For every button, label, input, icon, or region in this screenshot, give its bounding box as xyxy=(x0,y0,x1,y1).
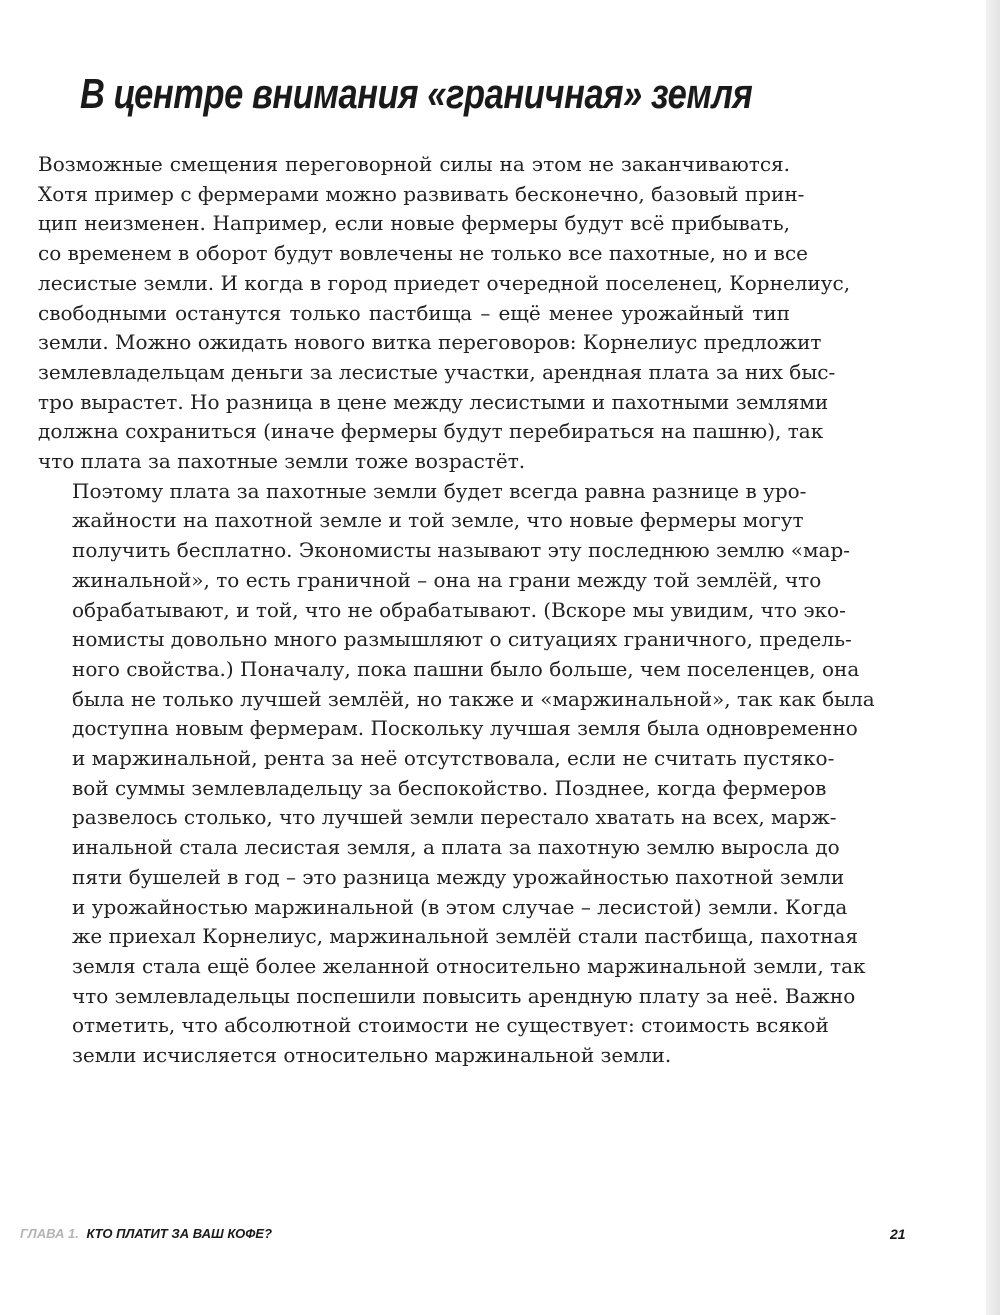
text-line: отметить, что абсолютной стоимости не существует: стоимость всякой xyxy=(72,1013,829,1038)
text-line: и маржинальной, рента за неё отсутствовала, если не считать пустяко- xyxy=(72,746,835,771)
section-heading: В центре внимания «граничная» земля xyxy=(80,70,753,117)
chapter-title: КТО ПЛАТИТ ЗА ВАШ КОФЕ? xyxy=(86,1226,273,1241)
text-line: доступна новым фермерам. Поскольку лучшая земля была одновременно xyxy=(72,716,858,741)
chapter-label: ГЛАВА 1. xyxy=(20,1226,79,1241)
text-line: пяти бушелей в год – это разница между урожайностью пахотной земли xyxy=(72,864,845,889)
text-line: обрабатывают, и той, что не обрабатывают. (Вскоре мы увидим, что эко- xyxy=(72,597,846,622)
text-line: тро вырастет. Но разница в цене между лесистыми и пахотными землями xyxy=(38,389,829,414)
text-line: должна сохраниться (иначе фермеры будут перебираться на пашню), так xyxy=(38,419,824,444)
text-line: номисты довольно много размышляют о ситуациях граничного, предель- xyxy=(72,627,852,652)
text-line: Хотя пример с фермерами можно развивать бесконечно, базовый прин- xyxy=(38,181,805,206)
text-line: была не только лучшей землёй, но также и «маржинальной», так как была xyxy=(72,686,875,711)
text-line: земли исчисляется относительно маржинальной земли. xyxy=(72,1043,672,1068)
text-line: Возможные смещения переговорной силы на этом не заканчиваются. xyxy=(38,152,790,176)
text-line: что плата за пахотные земли тоже возрастёт. xyxy=(38,449,526,474)
running-footer xyxy=(20,1226,272,1241)
text-line: цип неизменен. Например, если новые фермеры будут всё прибывать, xyxy=(38,211,790,236)
text-line: что землевладельцы поспешили повысить арендную плату за неё. Важно xyxy=(72,983,856,1008)
text-line: получить бесплатно. Экономисты называют эту последнюю землю «мар- xyxy=(72,538,851,563)
text-line: Поэтому плата за пахотные земли будет всегда равна разнице в уро- xyxy=(72,478,807,503)
page-number: 21 xyxy=(890,1226,906,1242)
text-line: и урожайностью маржинальной (в этом случае – лесистой) земли. Когда xyxy=(72,894,848,919)
text-line: развелось столько, что лучшей земли перестало хватать на всех, марж- xyxy=(72,805,837,830)
text-line: вой суммы землевладельцу за беспокойство. Позднее, когда фермеров xyxy=(72,775,827,800)
text-line: свободными останутся только пастбища – ещё менее урожайный тип xyxy=(38,300,790,325)
paragraph xyxy=(38,150,851,477)
text-line: ного свойства.) Поначалу, пока пашни было больше, чем поселенцев, она xyxy=(72,656,860,681)
text-line: лесистые земли. И когда в город приедет очередной поселенец, Корнелиус, xyxy=(38,270,851,295)
text-line: же приехал Корнелиус, маржинальной землёй стали пастбища, пахотная xyxy=(72,924,859,949)
body-text xyxy=(38,150,875,1071)
text-line: инальной стала лесистая земля, а плата за пахотную землю выросла до xyxy=(72,835,840,860)
paragraph xyxy=(38,477,875,1071)
text-line: жинальной», то есть граничной – она на грани между той землёй, что xyxy=(72,567,822,592)
text-line: жайности на пахотной земле и той земле, что новые фермеры могут xyxy=(72,508,804,533)
page-edge-shadow xyxy=(986,0,1000,1315)
text-line: со временем в оборот будут вовлечены не только все пахотные, но и все xyxy=(38,241,808,266)
text-line: земли. Можно ожидать нового витка переговоров: Корнелиус предложит xyxy=(38,330,822,355)
text-line: земля стала ещё более желанной относительно маржинальной земли, так xyxy=(72,953,866,978)
text-line: землевладельцам деньги за лесистые участки, арендная плата за них быс- xyxy=(38,359,836,384)
